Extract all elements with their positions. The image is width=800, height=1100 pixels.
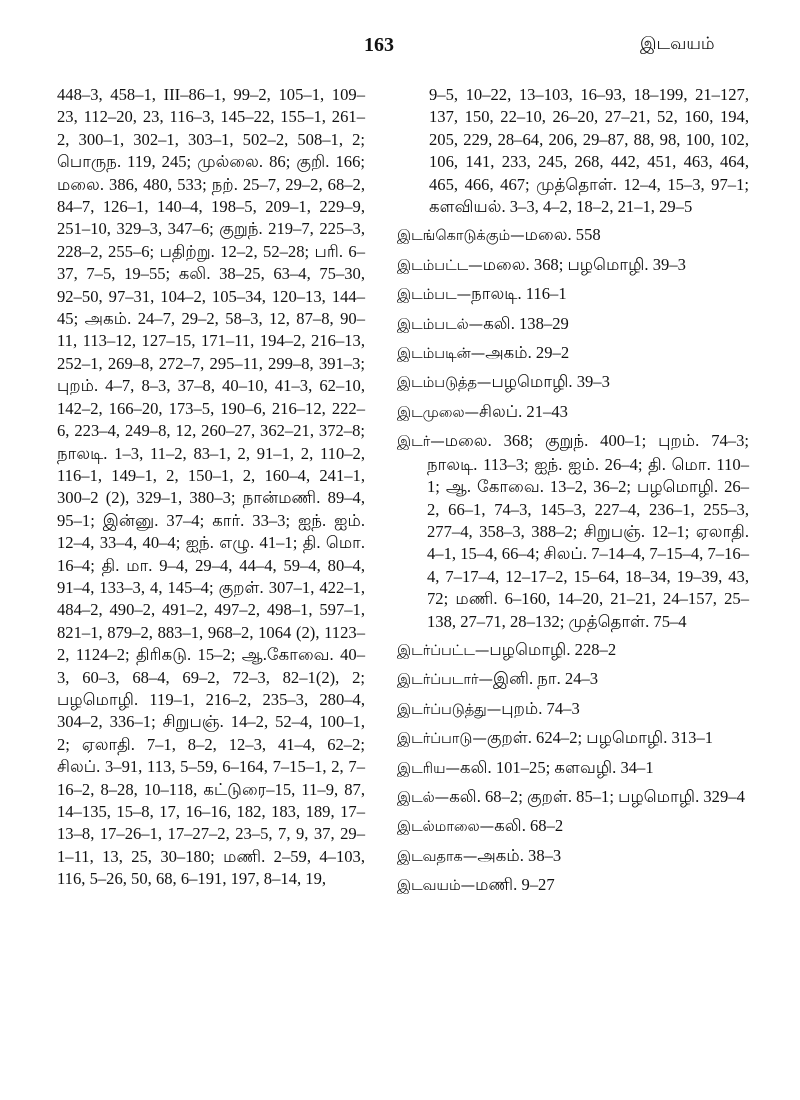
entry-references: மலை. 558 xyxy=(524,225,601,245)
index-entry xyxy=(397,224,749,247)
left-column xyxy=(57,84,365,891)
index-entry xyxy=(397,342,749,365)
index-entry xyxy=(397,845,749,868)
entry-headword: இடல்— xyxy=(397,789,450,806)
entry-headword: இடவயம்— xyxy=(397,878,476,895)
index-entry xyxy=(397,401,749,424)
right-column xyxy=(397,84,749,898)
entry-references: மலை. 368; பழமொழி. 39–3 xyxy=(482,254,686,274)
entry-headword: இடம்படுத்த— xyxy=(397,375,492,392)
entry-headword: இடம்பட— xyxy=(397,287,472,304)
page-number: 163 xyxy=(364,34,394,56)
entry-references: கலி. 68–2 xyxy=(494,816,564,836)
index-entry xyxy=(397,430,749,633)
page-header xyxy=(0,32,800,62)
entry-headword: இடர்— xyxy=(397,434,445,451)
index-entry xyxy=(397,815,749,838)
entry-references: கலி. 68–2; குறள். 85–1; பழமொழி. 329–4 xyxy=(449,786,745,806)
index-entry xyxy=(397,283,749,306)
entry-references: அகம். 29–2 xyxy=(485,343,570,363)
entry-headword: இடல்மாலை— xyxy=(397,819,495,836)
index-entry xyxy=(397,786,749,809)
entry-headword: இடங்கொடுக்கும்— xyxy=(397,228,525,245)
index-entry xyxy=(397,698,749,721)
running-head: இடவயம் xyxy=(640,34,715,54)
entry-references: கலி. 138–29 xyxy=(483,313,569,333)
entry-references: மணி. 9–27 xyxy=(475,875,555,895)
entry-headword: இடர்ப்பட்ட— xyxy=(397,642,490,659)
entry-headword: இடம்படின்— xyxy=(397,346,486,363)
entry-references: நாலடி. 116–1 xyxy=(471,284,567,304)
index-entries xyxy=(397,224,749,897)
index-entry xyxy=(397,874,749,897)
continuation-text: 9–5, 10–22, 13–103, 16–93, 18–199, 21–127, 137, 150, 22–10, 26–20, 27–21, 52, 160, 194, 205, 229, 28–64, 206, 29–87, 88, 98, 100, 102, 106, 141, 233, 245, 268, 442, 451, 463, 464, 465, 466, 467; முத்தொள். 12–4, 15–3, 97–1; களவியல். 3–3, 4–2, 18–2, 21–1, 29–5 xyxy=(429,85,749,217)
entry-references: மலை. 368; குறுந். 400–1; புறம். 74–3; நாலடி. 113–3; ஐந். ஐம். 26–4; தி. மொ. 110–1; ஆ. கோவை. 13–2, 36–2; பழமொழி. 26–2, 66–1, 74–3, 145–3, 227–4, 236–1, 255–3, 277–4, 358–3, 388–2; சிறுபஞ். 12–1; ஏலாதி. 4–1, 15–4, 66–4; சிலப். 7–14–4, 7–15–4, 7–16–4, 7–17–4, 12–17–2, 15–64, 18–34, 19–39, 43, 72; மணி. 6–160, 14–20, 21–21, 24–157, 25–138, 27–71, 28–132; முத்தொள். 75–4 xyxy=(427,431,749,631)
entry-references: இனி. நா. 24–3 xyxy=(493,669,599,689)
index-entry xyxy=(397,757,749,780)
entry-references: அகம். 38–3 xyxy=(477,845,562,865)
entry-references: புறம். 74–3 xyxy=(501,698,580,718)
entry-headword: இடர்ப்படார்— xyxy=(397,672,493,689)
entry-headword: இடம்படல்— xyxy=(397,316,484,333)
entry-headword: இடர்ப்படுத்து— xyxy=(397,701,502,718)
index-entry xyxy=(397,727,749,750)
index-entry xyxy=(397,639,749,662)
entry-references: சிலப். 21–43 xyxy=(479,401,568,421)
entry-references: பழமொழி. 39–3 xyxy=(491,372,610,392)
index-entry xyxy=(397,371,749,394)
entry-headword: இடம்பட்ட— xyxy=(397,257,483,274)
entry-headword: இடர்ப்பாடு— xyxy=(397,731,487,748)
index-entry xyxy=(397,313,749,336)
entry-references: பழமொழி. 228–2 xyxy=(489,639,617,659)
entry-references: கலி. 101–25; களவழி. 34–1 xyxy=(460,757,654,777)
entry-headword: இடமுலை— xyxy=(397,404,480,421)
index-entry xyxy=(397,668,749,691)
entry-headword: இடரிய— xyxy=(397,760,461,777)
left-column-text: 448–3, 458–1, III–86–1, 99–2, 105–1, 109–23, 112–20, 23, 116–3, 145–22, 155–1, 261–2, 300–1, 302–1, 303–1, 502–2, 508–1, 2; பொருந. 119, 245; முல்லை. 86; குறி. 166; மலை. 386, 480, 533; நற். 25–7, 29–2, 68–2, 84–7, 126–1, 140–4, 198–5, 209–1, 229–9, 251–10, 329–3, 347–6; குறுந். 219–7, 225–3, 228–2, 255–6; பதிற்று. 12–2, 52–28; பரி. 6–37, 7–5, 19–55; கலி. 38–25, 63–4, 75–30, 92–50, 97–31, 104–2, 105–34, 120–13, 144–45; அகம். 24–7, 29–2, 58–3, 12, 87–8, 90–11, 113–12, 127–15, 171–11, 194–2, 216–13, 252–1, 269–8, 272–7, 295–11, 299–8, 391–3; புறம். 4–7, 8–3, 37–8, 40–10, 41–3, 62–10, 142–2, 166–20, 173–5, 190–6, 216–12, 222–6, 223–4, 249–8, 12, 260–27, 362–21, 372–8; நாலடி. 1–3, 11–2, 83–1, 2, 91–1, 2, 110–2, 116–1, 149–1, 2, 150–1, 2, 160–4, 241–1, 300–2 (2), 329–1, 380–3; நான்மணி. 89–4, 95–1; இன்னு. 37–4; கார். 33–3; ஐந். ஐம். 12–4, 33–4, 40–4; ஐந். எழு. 41–1; தி. மொ. 16–4; தி. மா. 9–4, 29–4, 44–4, 59–4, 80–4, 91–4, 133–3, 4, 145–4; குறள். 307–1, 422–1, 484–2, 490–2, 491–2, 497–2, 498–1, 597–1, 821–1, 879–2, 883–1, 968–2, 1064 (2), 1123–2, 1124–2; திரிகடு. 15–2; ஆ.கோவை. 40–3, 60–3, 68–4, 69–2, 72–3, 82–1(2), 2; பழமொழி. 119–1, 216–2, 235–3, 280–4, 304–2, 336–1; சிறுபஞ். 14–2, 52–4, 100–1, 2; ஏலாதி. 7–1, 8–2, 12–3, 41–4, 62–2; சிலப். 3–91, 113, 5–59, 6–164, 7–15–1, 2, 7–16–2, 8–28, 10–118, கட்டுரை–15, 11–9, 87, 14–135, 15–8, 17, 16–16, 182, 183, 189, 17–13–8, 17–26–1, 17–27–2, 23–5, 7, 9, 37, 29–1–11, 13, 25, 30–180; மணி. 2–59, 4–103, 116, 5–26, 50, 68, 6–191, 197, 8–14, 19, xyxy=(57,85,365,889)
entry-references: குறள். 624–2; பழமொழி. 313–1 xyxy=(486,728,714,748)
index-entry xyxy=(397,254,749,277)
entry-headword: இடவதாக— xyxy=(397,848,478,865)
